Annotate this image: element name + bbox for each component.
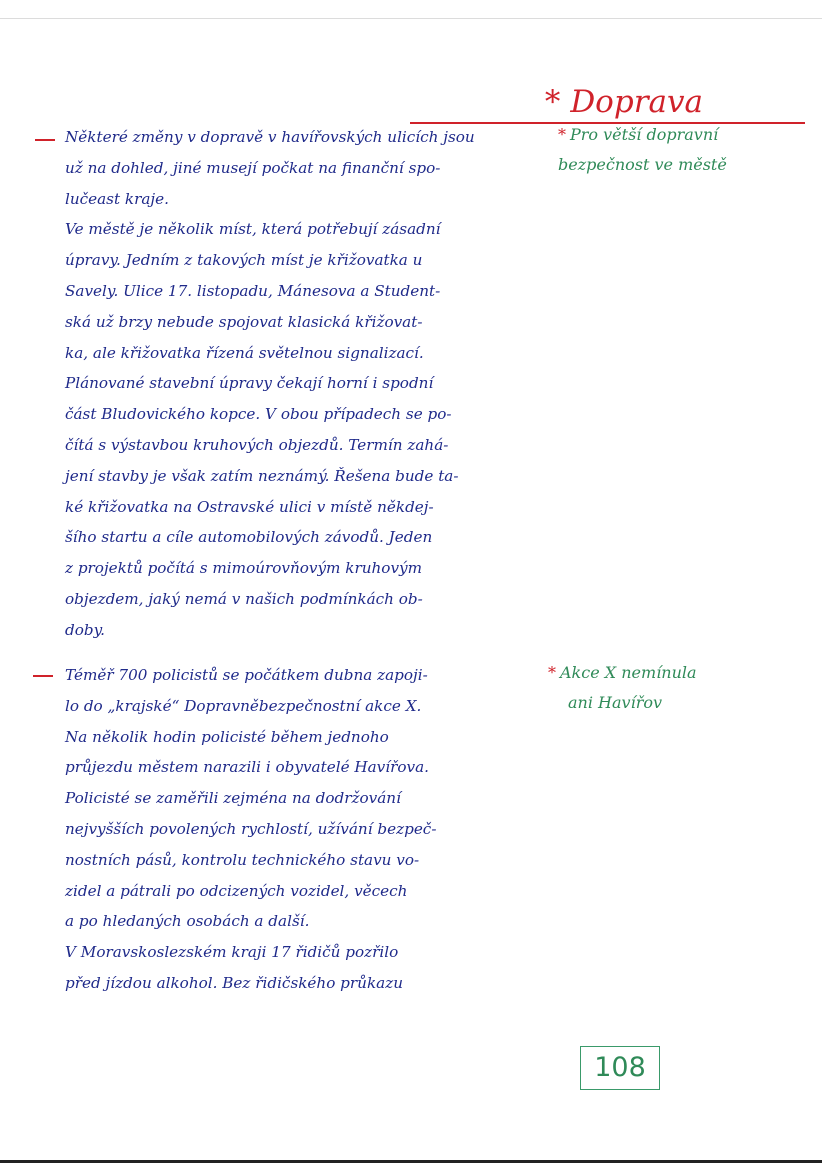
text-line: a po hledaných osobách a další. [65, 912, 310, 931]
page-heading [545, 84, 703, 120]
text-line: už na dohled, jiné musejí počkat na finanční spo- [65, 158, 441, 177]
text-line: zidel a pátrali po odcizených vozidel, věcech [65, 881, 408, 900]
margin-note-2 [548, 658, 697, 718]
paragraph-2 [65, 660, 555, 999]
text-line: z projektů počítá s mimoúrovňovým kruhovým [65, 559, 423, 578]
margin-note-line: * Pro větší dopravní [558, 125, 719, 144]
text-line: nostních pásů, kontrolu technického stavu vo- [65, 850, 420, 869]
paragraph-1 [65, 122, 555, 646]
text-line: lo do „krajské“ Dopravněbezpečnostní akce X. [65, 696, 422, 715]
text-line: Na několik hodin policisté během jednoho [65, 727, 389, 746]
text-line: lučeast kraje. [65, 189, 169, 208]
text-line: Policisté se zaměřili zejména na dodržování [65, 789, 401, 808]
text-line: V Moravskoslezském kraji 17 řidičů pozřilo [65, 943, 399, 962]
text-line: objezdem, jaký nemá v našich podmínkách ob- [65, 589, 423, 608]
text-line: ská už brzy nebude spojovat klasická křižovat- [65, 312, 423, 331]
text-line: nejvyšších povolených rychlostí, užívání bezpeč- [65, 819, 437, 838]
margin-note-1 [558, 120, 727, 180]
text-line: čítá s výstavbou kruhových objezdů. Termín zahá- [65, 435, 449, 454]
page-number-box: 108 [580, 1046, 660, 1090]
text-line: před jízdou alkohol. Bez řidičského průkazu [65, 973, 403, 992]
margin-note-line: ani Havířov [568, 693, 663, 712]
text-line: Plánované stavební úpravy čekají horní i spodní [65, 374, 434, 393]
text-line: Téměř 700 policistů se počátkem dubna zapoji- [65, 666, 428, 684]
text-line: Savely. Ulice 17. listopadu, Mánesova a Student- [65, 281, 441, 300]
text-line: ké křižovatka na Ostravské ulici v místě někdej- [65, 497, 434, 516]
text-line: doby. [65, 620, 105, 639]
asterisk-icon: * [558, 125, 566, 144]
margin-note-line: * Akce X nemínula [548, 663, 697, 682]
text-line: jení stavby je však zatím neznámý. Řešena bude ta- [65, 466, 459, 485]
text-line: ka, ale křižovatka řízená světelnou signalizací. [65, 343, 424, 362]
asterisk-icon: * [548, 663, 556, 682]
text-line: Ve městě je několik míst, která potřebují zásadní [65, 220, 441, 239]
text-line: Některé změny v dopravě v havířovských ulicích jsou [65, 128, 475, 146]
margin-note-line: bezpečnost ve městě [558, 155, 727, 174]
paragraph-2-dash-icon [33, 675, 53, 677]
text-line: průjezdu městem narazili i obyvatelé Havířova. [65, 758, 429, 777]
text-line: úpravy. Jedním z takových míst je křižovatka u [65, 251, 423, 270]
text-line: šího startu a cíle automobilových závodů. Jeden [65, 528, 433, 547]
paragraph-1-dash-icon [35, 139, 55, 141]
bottom-edge-line [0, 1160, 822, 1163]
heading-title: Doprava [570, 84, 703, 120]
heading-asterisk-icon: * [544, 84, 561, 120]
heading-underline [410, 84, 805, 124]
text-line: část Bludovického kopce. V obou případech se po- [65, 405, 452, 424]
top-edge-line [0, 18, 822, 19]
